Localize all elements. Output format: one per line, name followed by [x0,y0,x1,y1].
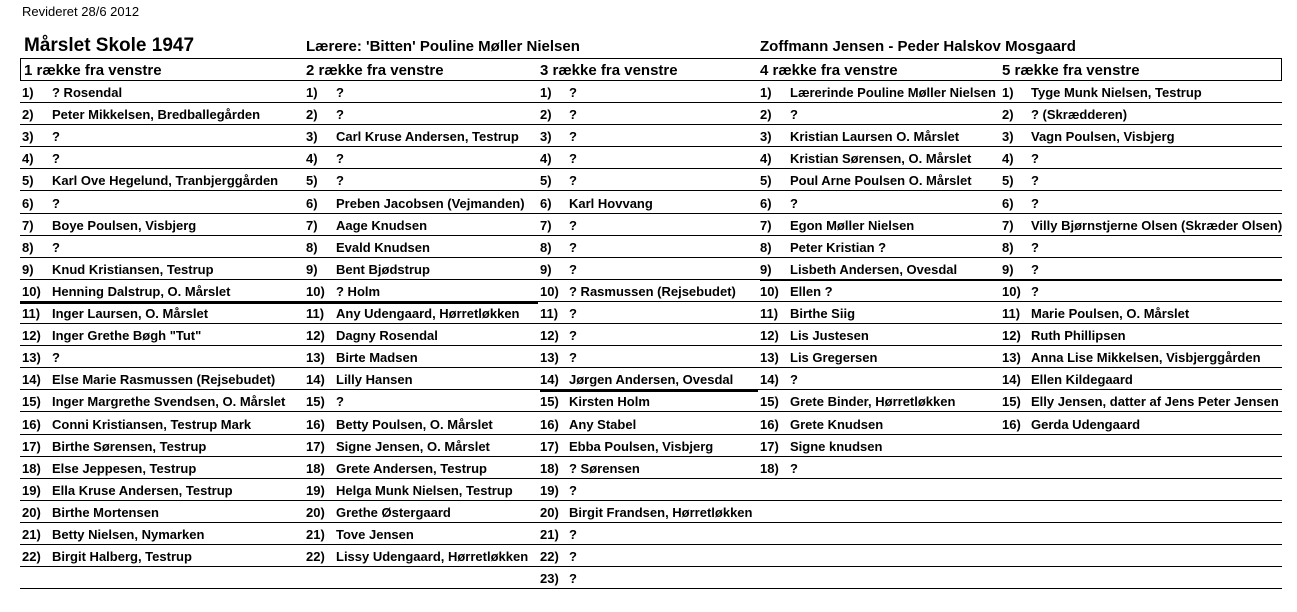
row-number: 20) [22,504,41,520]
row-number: 7) [306,217,318,233]
row-number: 9) [760,261,772,277]
row-number: 13) [540,350,559,366]
row-number: 20) [306,504,325,520]
row-number: 5) [22,173,34,189]
row-number: 2) [540,107,552,123]
row-number: 5) [1002,173,1014,189]
row-number: 19) [22,482,41,498]
person-name: Karl Hovvang [569,195,653,211]
section-divider [540,390,758,392]
row-number: 21) [306,527,325,542]
person-name: ? [569,151,577,167]
row-divider [20,522,1282,523]
row-number: 21) [540,527,559,542]
person-name: Birgit Frandsen, Hørretløkken [569,504,753,520]
person-name: Knud Kristiansen, Testrup [52,261,214,277]
row-divider [20,124,1282,125]
person-name: ? [569,350,577,366]
row-number: 2) [306,107,318,123]
person-name: Carl Kruse Andersen, Testrup [336,129,519,145]
row-number: 16) [760,416,779,432]
row-number: 6) [22,195,34,211]
person-name: ? [52,151,60,167]
row-number: 22) [540,549,559,565]
person-name: ? [569,173,577,189]
person-name: ? [1031,239,1039,255]
row-number: 9) [306,261,318,277]
person-name: Jørgen Andersen, Ovesdal [569,372,734,388]
row-number: 11) [540,306,559,321]
row-number: 14) [540,372,559,388]
row-number: 2) [22,107,34,123]
row-number: 23) [540,571,559,587]
person-name: Birthe Mortensen [52,504,159,520]
person-name: Marie Poulsen, O. Mårslet [1031,306,1190,321]
row-number: 9) [22,261,34,277]
row-number: 3) [22,129,34,145]
row-number: 1) [540,85,552,100]
row-number: 9) [1002,261,1014,277]
person-name: Tove Jensen [336,527,414,542]
column-4-title: 4 række fra venstre [760,62,898,79]
person-name: ? [336,151,344,167]
row-number: 10) [306,283,325,299]
row-divider [20,323,1282,324]
person-name: Any Udengaard, Hørretløkken [336,306,520,321]
row-number: 3) [540,129,552,145]
person-name: ? [569,107,577,123]
person-name: ? Rosendal [52,85,123,100]
row-number: 15) [1002,394,1021,410]
row-divider [20,257,1282,258]
row-number: 19) [540,482,559,498]
person-name: Else Jeppesen, Testrup [52,460,197,476]
row-number: 16) [540,416,559,432]
person-name: Birte Madsen [336,350,418,366]
person-name: ? [336,394,344,410]
row-number: 12) [22,328,41,344]
person-name: Else Marie Rasmussen (Rejsebudet) [52,372,276,388]
row-number: 7) [760,217,772,233]
person-name: Kirsten Holm [569,394,650,410]
person-name: Dagny Rosendal [336,328,438,344]
row-number: 3) [1002,129,1014,145]
row-number: 10) [760,283,779,299]
person-name: ? [52,129,60,145]
person-name: ? [569,328,577,344]
row-number: 5) [760,173,772,189]
row-divider [20,168,1282,169]
row-number: 12) [540,328,559,344]
person-name: Betty Poulsen, O. Mårslet [336,416,493,432]
row-number: 17) [306,438,325,454]
person-name: Any Stabel [569,416,637,432]
person-name: Ebba Poulsen, Visbjerg [569,438,714,454]
person-name: Anna Lise Mikkelsen, Visbjerggården [1031,350,1261,366]
person-name: Kristian Laursen O. Mårslet [790,129,960,145]
row-number: 13) [306,350,325,366]
row-number: 12) [306,328,325,344]
row-number: 6) [760,195,772,211]
row-number: 10) [540,283,559,299]
person-name: ? [569,482,577,498]
row-number: 8) [22,239,34,255]
person-name: ? [569,85,577,100]
row-number: 11) [1002,306,1021,321]
row-number: 13) [22,350,41,366]
person-name: ? [1031,195,1039,211]
person-name: ? [790,372,798,388]
person-name: Birthe Sørensen, Testrup [52,438,207,454]
person-name: ? [336,85,344,100]
row-number: 7) [1002,217,1014,233]
person-name: Tyge Munk Nielsen, Testrup [1031,85,1202,100]
row-number: 1) [22,85,34,100]
row-number: 18) [540,460,559,476]
row-number: 3) [306,129,318,145]
row-number: 21) [22,527,41,542]
row-number: 6) [540,195,552,211]
row-number: 14) [22,372,41,388]
row-number: 12) [760,328,779,344]
person-name: ? [569,306,577,321]
person-name: ? (Skrædderen) [1031,107,1128,123]
row-number: 16) [1002,416,1021,432]
person-name: Gerda Udengaard [1031,416,1141,432]
row-divider [20,102,1282,103]
person-name: Kristian Sørensen, O. Mårslet [790,151,972,167]
person-name: ? [569,239,577,255]
row-number: 4) [760,151,772,167]
person-name: ? [52,350,60,366]
row-number: 1) [760,85,772,100]
person-name: Inger Laursen, O. Mårslet [52,306,209,321]
person-name: Ruth Phillipsen [1031,328,1126,344]
row-number: 16) [306,416,325,432]
person-name: ? [52,239,60,255]
person-name: ? [569,217,577,233]
row-divider [20,566,1282,567]
person-name: ? [1031,283,1039,299]
person-name: Bent Bjødstrup [336,261,430,277]
row-number: 1) [306,85,318,100]
row-number: 15) [22,394,41,410]
person-name: Lissy Udengaard, Hørretløkken [336,549,529,565]
row-number: 6) [306,195,318,211]
person-name: ? [1031,173,1039,189]
teachers-label: Lærere: 'Bitten' Pouline Møller Nielsen [306,38,580,55]
person-name: ? [569,129,577,145]
person-name: Betty Nielsen, Nymarken [52,527,205,542]
row-number: 8) [306,239,318,255]
row-number: 5) [306,173,318,189]
row-number: 5) [540,173,552,189]
row-number: 11) [306,306,325,321]
row-number: 2) [760,107,772,123]
row-number: 6) [1002,195,1014,211]
row-number: 17) [22,438,41,454]
person-name: ? [569,549,577,565]
person-name: Birgit Halberg, Testrup [52,549,192,565]
person-name: Signe knudsen [790,438,883,454]
column-5-title: 5 række fra venstre [1002,62,1140,79]
row-number: 14) [760,372,779,388]
person-name: ? Rasmussen (Rejsebudet) [569,283,736,299]
person-name: Henning Dalstrup, O. Mårslet [52,283,231,299]
row-divider [20,500,1282,501]
row-number: 12) [1002,328,1021,344]
row-number: 18) [22,460,41,476]
person-name: ? [569,261,577,277]
row-number: 15) [306,394,325,410]
person-name: Signe Jensen, O. Mårslet [336,438,490,454]
column-3-title: 3 række fra venstre [540,62,678,79]
person-name: Lilly Hansen [336,372,413,388]
person-name: Preben Jacobsen (Vejmanden) [336,195,525,211]
row-divider [20,588,1282,589]
row-divider [20,367,1282,368]
person-name: Conni Kristiansen, Testrup Mark [52,416,252,432]
row-number: 14) [306,372,325,388]
row-number: 10) [1002,283,1021,299]
row-number: 4) [306,151,318,167]
row-number: 4) [22,151,34,167]
row-number: 7) [540,217,552,233]
column-1-title: 1 række fra venstre [24,62,162,79]
row-number: 20) [540,504,559,520]
person-name: Birthe Siig [790,306,856,321]
row-number: 4) [1002,151,1014,167]
row-number: 4) [540,151,552,167]
person-name: ? [569,571,577,587]
person-name: ? [569,527,577,542]
row-number: 19) [306,482,325,498]
row-number: 13) [1002,350,1021,366]
person-name: Lis Gregersen [790,350,878,366]
row-number: 18) [760,460,779,476]
row-number: 15) [760,394,779,410]
row-divider [20,434,1282,435]
row-number: 2) [1002,107,1014,123]
person-name: Peter Kristian ? [790,239,887,255]
person-name: Evald Knudsen [336,239,430,255]
person-name: ? [790,107,798,123]
person-name: Aage Knudsen [336,217,428,233]
row-number: 10) [22,283,41,299]
person-name: Poul Arne Poulsen O. Mårslet [790,173,972,189]
row-number: 9) [540,261,552,277]
person-name: Ella Kruse Andersen, Testrup [52,482,233,498]
row-number: 3) [760,129,772,145]
person-name: Grete Binder, Hørretløkken [790,394,956,410]
person-name: Ellen ? [790,283,833,299]
person-name: Inger Grethe Bøgh "Tut" [52,328,202,344]
person-name: ? [790,195,798,211]
section-divider [20,302,538,304]
section-divider [760,279,1282,281]
person-name: ? [1031,261,1039,277]
person-name: Inger Margrethe Svendsen, O. Mårslet [52,394,286,410]
person-name: Villy Bjørnstjerne Olsen (Skræder Olsen) [1031,217,1283,233]
row-number: 15) [540,394,559,410]
person-name: ? [1031,151,1039,167]
person-name: Vagn Poulsen, Visbjerg [1031,129,1175,145]
row-number: 16) [22,416,41,432]
person-name: Grethe Østergaard [336,504,451,520]
person-name: ? [790,460,798,476]
person-name: ? [52,195,60,211]
row-number: 11) [760,306,779,321]
row-number: 8) [540,239,552,255]
row-divider [20,456,1282,457]
row-number: 22) [306,549,325,565]
person-name: Helga Munk Nielsen, Testrup [336,482,513,498]
person-name: Grete Knudsen [790,416,884,432]
person-name: Karl Ove Hegelund, Tranbjerggården [52,173,279,189]
row-divider [20,478,1282,479]
person-name: Lisbeth Andersen, Ovesdal [790,261,958,277]
person-name: Lis Justesen [790,328,869,344]
row-divider [20,411,1282,412]
row-number: 13) [760,350,779,366]
row-number: 17) [540,438,559,454]
row-divider [20,235,1282,236]
row-divider [20,190,1282,191]
row-divider [20,345,1282,346]
person-name: ? [336,173,344,189]
row-number: 8) [760,239,772,255]
row-divider [20,213,1282,214]
person-name: ? Holm [336,283,381,299]
person-name: Grete Andersen, Testrup [336,460,487,476]
row-number: 17) [760,438,779,454]
row-number: 22) [22,549,41,565]
row-divider [20,146,1282,147]
person-name: ? Sørensen [569,460,640,476]
row-number: 7) [22,217,34,233]
revision-note: Revideret 28/6 2012 [22,4,140,19]
column-2-title: 2 række fra venstre [306,62,444,79]
row-divider [20,544,1282,545]
row-number: 11) [22,306,41,321]
row-number: 8) [1002,239,1014,255]
row-number: 18) [306,460,325,476]
row-number: 14) [1002,372,1021,388]
person-name: Lærerinde Pouline Møller Nielsen [790,85,996,100]
person-name: Peter Mikkelsen, Bredballegården [52,107,261,123]
person-name: ? [336,107,344,123]
person-name: Elly Jensen, datter af Jens Peter Jensen [1031,394,1279,410]
school-title: Mårslet Skole 1947 [24,35,195,56]
person-name: Egon Møller Nielsen [790,217,915,233]
person-name: Boye Poulsen, Visbjerg [52,217,197,233]
person-name: Ellen Kildegaard [1031,372,1133,388]
row-number: 1) [1002,85,1014,100]
other-teachers-label: Zoffmann Jensen - Peder Halskov Mosgaard [760,38,1076,55]
